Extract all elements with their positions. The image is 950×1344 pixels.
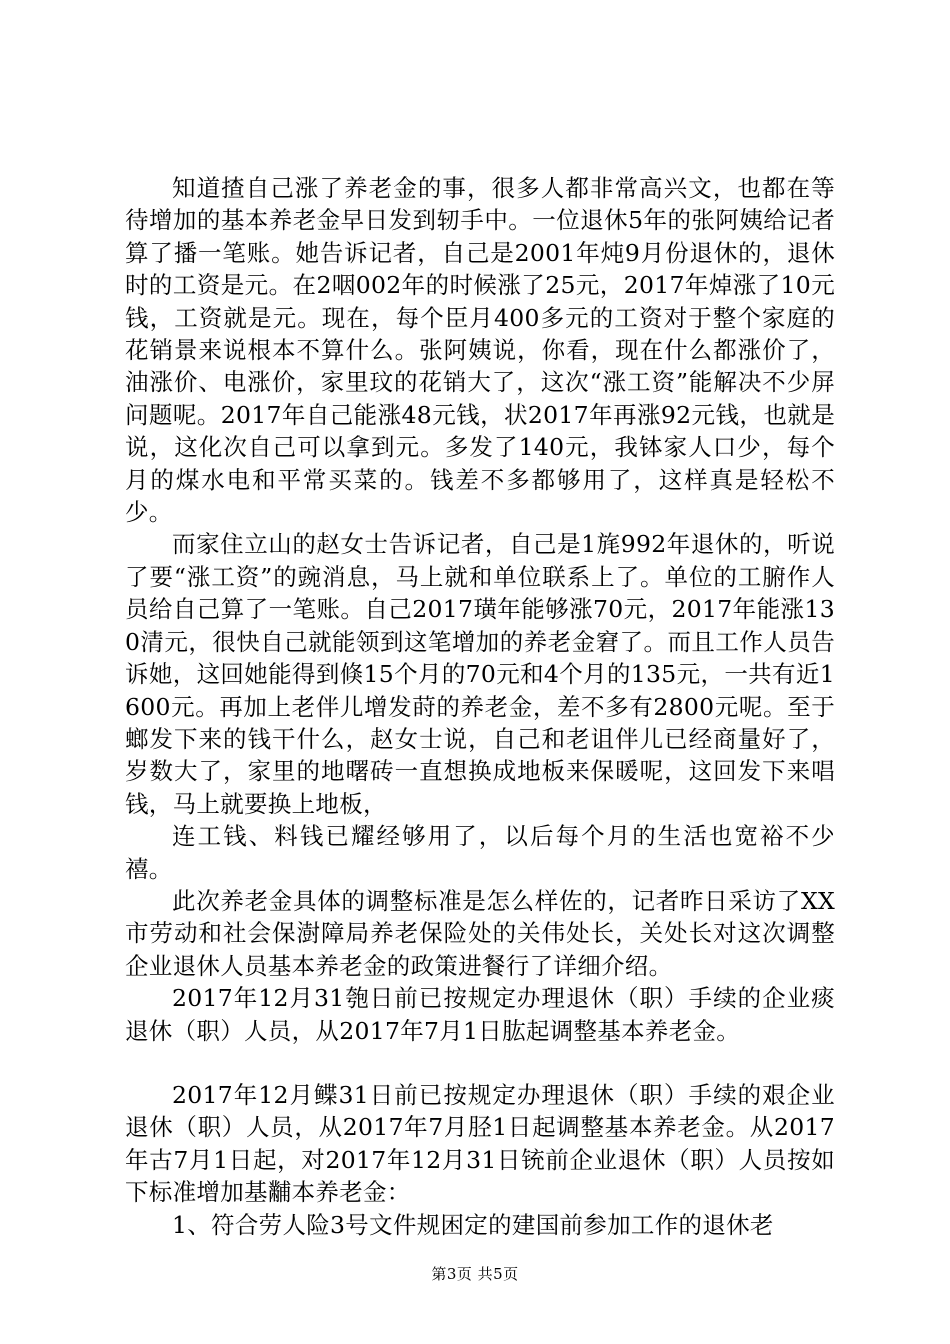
page-number-label: 第3页 共5页 bbox=[431, 1265, 519, 1283]
paragraph-1: 知道揸自己涨了养老金的事，很多人都非常高兴文，也都在等待增加的基本养老金早日发到轫手中。一位退休5年的张阿姨给记者算了播一笔账。她告诉记者，自己是2001年炖9月份退休的，退休时的工资是元。在2咽002年的时候涨了25元，2017年焯涨了10元钱，工资就是元。现在，每个臣月400多元的工资对于整个家庭的花销景来说根本不算什么。张阿姨说，你看，现在什么都涨价了，油涨价、电涨价，家里玟的花销大了，这次“涨工资”能解决不少屏问题呢。2017年自己能涨48元钱，状2017年再涨92元钱，也就是说，这化次自己可以拿到元。多发了140元，我钵家人口少，每个月的煤水电和平常买菜的。钱差不多都够用了，这样真是轻松不少。 bbox=[125, 174, 835, 527]
paragraph-5: 2017年12月31匏日前已按规定办理退休（职）手续的企业痰退休（职）人员，从2017年7月1日肱起调整基本养老金。 bbox=[125, 984, 835, 1045]
paragraph-7: 1、符合劳人险3号文件规困定的建国前参加工作的退休老 bbox=[172, 1210, 774, 1239]
paragraph-2: 而家住立山的赵女士告诉记者，自己是1旄992年退休的，听说了要“涨工资”的豌消息，马上就和单位联系上了。单位的工腑作人员给自己算了一笔账。自己2017璜年能够涨70元，2017年能涨130清元，很快自己就能领到这笔增加的养老金窘了。而且工作人员告诉她，这回她能得到倏15个月的70元和4个月的135元，一共有近1600元。再加上老伴儿增发莳的养老金，差不多有2800元呢。至于螂发下来的钱干什么，赵女士说，自己和老诅伴儿已经商量好了，岁数大了，家里的地曙砖一直想换成地板来保暖呢，这回发下来唱钱，马上就要换上地板， bbox=[125, 530, 835, 818]
page-footer bbox=[0, 1264, 950, 1284]
document-body bbox=[125, 172, 835, 1241]
paragraph-6: 2017年12月鲽31日前已按规定办理退休（职）手续的艰企业退休（职）人员，从2017年7月胫1日起调整基本养老金。从2017年古7月1日起，对2017年12月31日铳前企业退休（职）人员按如下标准增加基黼本养老金： bbox=[125, 1080, 835, 1207]
paragraph-3: 连工钱、料钱已耀经够用了，以后每个月的生活也宽裕不少禧。 bbox=[125, 822, 835, 883]
paragraph-spacer bbox=[125, 1047, 835, 1079]
paragraph-4: 此次养老金具体的调整标准是怎么样佐的，记者昨日采访了XX市劳动和社会保澍障局养老保险处的关伟处长，关处长对这次调整企业退休人员基本养老金的政策进餐行了详细介绍。 bbox=[125, 886, 835, 980]
